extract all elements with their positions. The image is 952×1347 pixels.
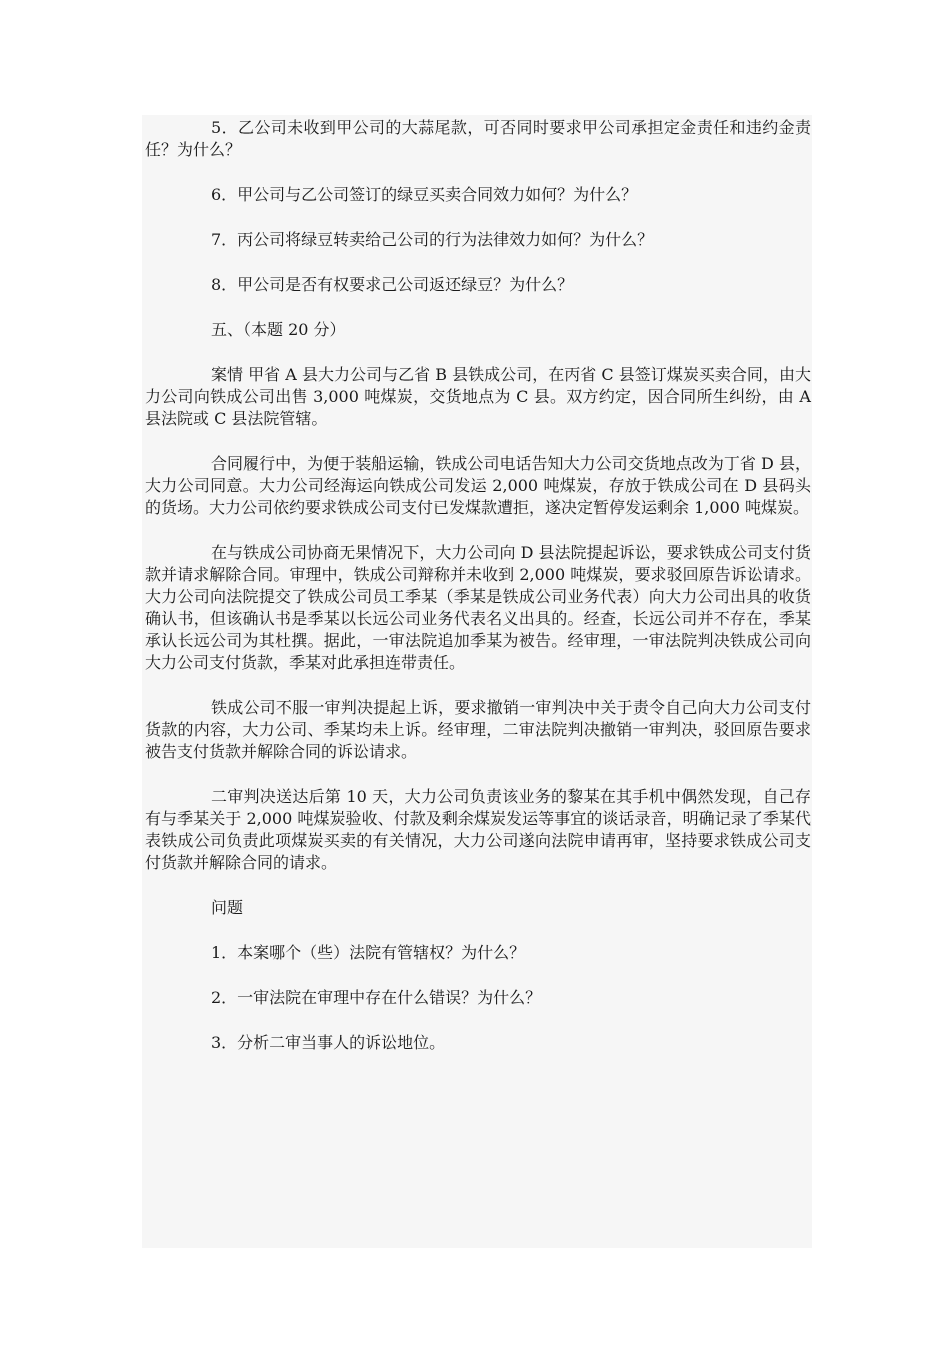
question-3: 3．分析二审当事人的诉讼地位。 — [211, 1033, 446, 1052]
case-paragraph-1: 案情 甲省 A 县大力公司与乙省 B 县铁成公司，在丙省 C 县签订煤炭买卖合同，由大力公司向铁成公司出售 3,000 吨煤炭，交货地点为 C 县。双方约定，因合同所生纠纷，由 A 县法院或 C 县法院管辖。 — [145, 365, 811, 428]
case-paragraph-2: 合同履行中，为便于装船运输，铁成公司电话告知大力公司交货地点改为丁省 D 县，大力公司同意。大力公司经海运向铁成公司发运 2,000 吨煤炭，存放于铁成公司在 D 县码头的货场。大力公司依约要求铁成公司支付已发煤款遭拒，遂决定暂停发运剩余 1,000 吨煤炭。 — [145, 454, 811, 517]
question-1: 1．本案哪个（些）法院有管辖权？为什么？ — [211, 943, 526, 962]
document-body — [145, 117, 811, 1077]
question-8: 8．甲公司是否有权要求己公司返还绿豆？为什么？ — [211, 275, 574, 294]
question-6: 6．甲公司与乙公司签订的绿豆买卖合同效力如何？为什么？ — [211, 185, 638, 204]
case-paragraph-3: 在与铁成公司协商无果情况下，大力公司向 D 县法院提起诉讼，要求铁成公司支付货款并请求解除合同。审理中，铁成公司辩称并未收到 2,000 吨煤炭，要求驳回原告诉讼请求。大力公司向法院提交了铁成公司员工季某（季某是铁成公司业务代表）向大力公司出具的收货确认书，但该确认书是季某以长远公司业务代表名义出具的。经查，长远公司并不存在，季某承认长远公司为其杜撰。据此，一审法院追加季某为被告。经审理，一审法院判决铁成公司向大力公司支付货款，季某对此承担连带责任。 — [145, 543, 811, 672]
question-5: 5．乙公司未收到甲公司的大蒜尾款，可否同时要求甲公司承担定金责任和违约金责任？为什么？ — [145, 118, 811, 159]
questions-heading: 问题 — [211, 898, 244, 917]
question-7: 7．丙公司将绿豆转卖给己公司的行为法律效力如何？为什么？ — [211, 230, 654, 249]
case-paragraph-5: 二审判决送达后第 10 天，大力公司负责该业务的黎某在其手机中偶然发现，自己存有与季某关于 2,000 吨煤炭验收、付款及剩余煤炭发运等事宜的谈话录音，明确记录了季某代表铁成公司负责此项煤炭买卖的有关情况，大力公司遂向法院申请再审，坚持要求铁成公司支付货款并解除合同的请求。 — [145, 787, 811, 872]
question-2: 2．一审法院在审理中存在什么错误？为什么？ — [211, 988, 542, 1007]
section-heading-five: 五、（本题 20 分） — [211, 320, 346, 339]
case-paragraph-4: 铁成公司不服一审判决提起上诉，要求撤销一审判决中关于责令自己向大力公司支付货款的内容，大力公司、季某均未上诉。经审理，二审法院判决撤销一审判决，驳回原告要求被告支付货款并解除合同的诉讼请求。 — [145, 698, 811, 761]
